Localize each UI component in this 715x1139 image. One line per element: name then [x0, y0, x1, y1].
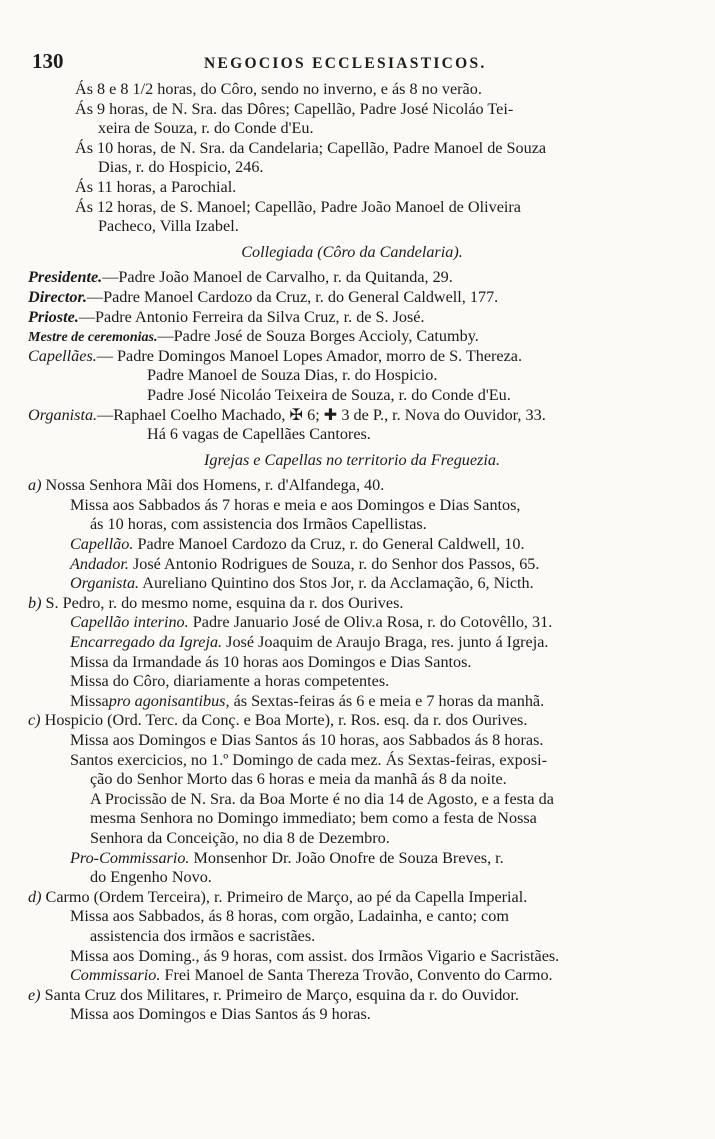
schedule-line: Ás 11 horas, a Parochial.: [75, 177, 237, 196]
missa-italic: pro agonisantibus,: [108, 691, 230, 710]
capellaes-entry: [28, 347, 676, 367]
schedule-line: xeira de Souza, r. do Conde d'Eu.: [98, 119, 314, 138]
entry-line: ção do Senhor Morto das 6 horas e meia da manhã ás 8 da noite.: [90, 770, 507, 789]
pro-commissario-label: Pro-Commissario.: [70, 848, 190, 867]
page-number: 130: [32, 49, 64, 73]
entry-line: Missa aos Sabbados, ás 8 horas, com orgão, Ladainha, e canto; com: [70, 907, 509, 926]
entry-line: ás 10 horas, com assistencia dos Irmãos Capellistas.: [90, 515, 427, 534]
presidente-entry: [28, 268, 676, 288]
director-text: —Padre Manoel Cardozo da Cruz, r. do General Caldwell, 177.: [86, 287, 499, 306]
entry-line: [28, 692, 676, 712]
entry-line: do Engenho Novo.: [90, 868, 212, 887]
prioste-text: —Padre Antonio Ferreira da Silva Cruz, r. de S. José.: [78, 307, 425, 326]
schedule-line: Pacheco, Villa Izabel.: [98, 217, 239, 236]
entry-first-line: [28, 476, 676, 496]
organista-text: Aureliano Quintino dos Stos Jor, r. da Acclamação, 6, Nicth.: [142, 574, 534, 593]
organista-label: Organista.: [28, 405, 98, 424]
entry-mark: b): [28, 593, 42, 612]
vagas-note: Há 6 vagas de Capellães Cantores.: [147, 425, 371, 444]
schedule-line: Ás 12 horas, de S. Manoel; Capellão, Padre João Manoel de Oliveira: [75, 197, 521, 216]
capellao-label: Capellão interino.: [70, 613, 189, 632]
mestre-label: Mestre de ceremonias.: [28, 330, 158, 346]
organista-entry: [28, 406, 676, 426]
entry-mark: a): [28, 476, 42, 495]
entry-line: [28, 555, 676, 575]
entry-title: Santa Cruz dos Militares, r. Primeiro de Março, esquina da r. do Ouvidor.: [44, 985, 519, 1004]
entry-line: Missa da Irmandade ás 10 horas aos Domingos e Dias Santos.: [70, 652, 472, 671]
entry-line: A Procissão de N. Sra. da Boa Morte é no dia 14 de Agosto, e a festa da: [90, 789, 554, 808]
church-entry-e: [28, 986, 676, 1025]
commissario-label: Commissario.: [70, 966, 161, 985]
andador-text: José Antonio Rodrigues de Souza, r. do Senhor dos Passos, 65.: [132, 554, 540, 573]
igrejas-title: Igrejas e Capellas no territorio da Freguezia.: [204, 450, 500, 469]
entry-first-line: [28, 594, 676, 614]
capellao-text: Padre Januario José de Oliv.a Rosa, r. do Cotovêllo, 31.: [192, 613, 553, 632]
entry-mark: d): [28, 887, 42, 906]
mestre-text: —Padre José de Souza Borges Accioly, Catumby.: [157, 327, 479, 346]
director-label: Director.: [28, 287, 87, 306]
entry-title: Hospicio (Ord. Terc. da Conç. e Boa Morte), r. Ros. esq. da r. dos Ourives.: [44, 711, 528, 730]
missa-prefix: Missa: [70, 691, 109, 710]
entry-line: Missa aos Domingos e Dias Santos ás 9 horas.: [70, 1005, 371, 1024]
schedule-line: Ás 9 horas, de N. Sra. das Dôres; Capellão, Padre José Nicoláo Tei-: [75, 99, 514, 118]
entry-line: Missa do Côro, diariamente a horas competentes.: [70, 672, 390, 691]
director-entry: [28, 288, 676, 308]
collegiada-title: Collegiada (Côro da Candelaria).: [241, 242, 463, 261]
encarregado-text: José Joaquim de Araujo Braga, res. junto á Igreja.: [226, 633, 549, 652]
entry-line: mesma Senhora no Domingo immediato; bem como a festa de Nossa: [90, 809, 537, 828]
entry-line: assistencia dos irmãos e sacristães.: [90, 926, 316, 945]
entry-first-line: [28, 986, 676, 1006]
commissario-text: Frei Manoel de Santa Thereza Trovão, Convento do Carmo.: [164, 966, 553, 985]
entry-title: Nossa Senhora Mãi dos Homens, r. d'Alfandega, 40.: [45, 476, 385, 495]
capellao-line: Padre José Nicoláo Teixeira de Souza, r. do Conde d'Eu.: [147, 385, 511, 404]
entry-line: [28, 613, 676, 633]
mass-schedule: [28, 80, 676, 237]
church-entry-d: [28, 888, 676, 986]
church-entry-b: [28, 594, 676, 712]
mestre-entry: [28, 327, 676, 347]
schedule-line: Dias, r. do Hospicio, 246.: [98, 158, 264, 177]
entry-line: Senhora da Conceição, no dia 8 de Dezembro.: [90, 828, 390, 847]
entry-line: [28, 633, 676, 653]
capellao-text: Padre Manoel Cardozo da Cruz, r. do General Caldwell, 10.: [137, 535, 525, 554]
page-content: [28, 80, 676, 1025]
prioste-label: Prioste.: [28, 307, 79, 326]
entry-line: [28, 574, 676, 594]
schedule-line: Ás 8 e 8 1/2 horas, do Côro, sendo no inverno, e ás 8 no verão.: [75, 80, 482, 98]
entry-line: Missa aos Sabbados ás 7 horas e meia e aos Domingos e Dias Santos,: [70, 495, 521, 514]
capellaes-label: Capellães.: [28, 346, 97, 365]
page-header: [32, 49, 672, 76]
entry-title: Carmo (Ordem Terceira), r. Primeiro de Março, ao pé da Capella Imperial.: [45, 887, 528, 906]
entry-line: [28, 535, 676, 555]
andador-label: Andador.: [70, 554, 129, 573]
presidente-label: Presidente.: [28, 268, 103, 287]
entry-title: S. Pedro, r. do mesmo nome, esquina da r. dos Ourives.: [45, 593, 404, 612]
entry-mark: e): [28, 985, 41, 1004]
capellao-line: Padre Manoel de Souza Dias, r. do Hospicio.: [147, 366, 438, 385]
organista-text: —Raphael Coelho Machado, ✠ 6; ✚ 3 de P., r. Nova do Ouvidor, 33.: [97, 405, 546, 424]
capellao-label: Capellão.: [70, 535, 134, 554]
entry-line: Missa aos Doming., ás 9 horas, com assist. dos Irmãos Vigario e Sacristães.: [70, 946, 560, 965]
encarregado-label: Encarregado da Igreja.: [70, 633, 223, 652]
prioste-entry: [28, 308, 676, 328]
church-entry-c: [28, 711, 676, 887]
running-title: NEGOCIOS ECCLESIASTICOS.: [204, 55, 487, 72]
entry-line: Santos exercicios, no 1.º Domingo de cada mez. Ás Sextas-feiras, exposi-: [70, 750, 548, 769]
missa-suffix: ás Sextas-feiras ás 6 e meia e 7 horas da manhã.: [233, 691, 545, 710]
presidente-text: —Padre João Manoel de Carvalho, r. da Quitanda, 29.: [102, 268, 453, 287]
entry-first-line: [28, 888, 676, 908]
schedule-line: Ás 10 horas, de N. Sra. da Candelaria; Capellão, Padre Manoel de Souza: [75, 138, 547, 157]
organista-label: Organista.: [70, 574, 140, 593]
entry-mark: c): [28, 711, 41, 730]
entry-line: [28, 849, 676, 869]
capellaes-text: — Padre Domingos Manoel Lopes Amador, morro de S. Thereza.: [96, 346, 523, 365]
pro-commissario-text: Monsenhor Dr. João Onofre de Souza Breves, r.: [193, 848, 504, 867]
entry-line: Missa aos Domingos e Dias Santos ás 10 horas, aos Sabbados ás 8 horas.: [70, 731, 544, 749]
entry-first-line: [28, 711, 676, 731]
church-entry-a: [28, 476, 676, 594]
entry-line: [28, 966, 676, 986]
